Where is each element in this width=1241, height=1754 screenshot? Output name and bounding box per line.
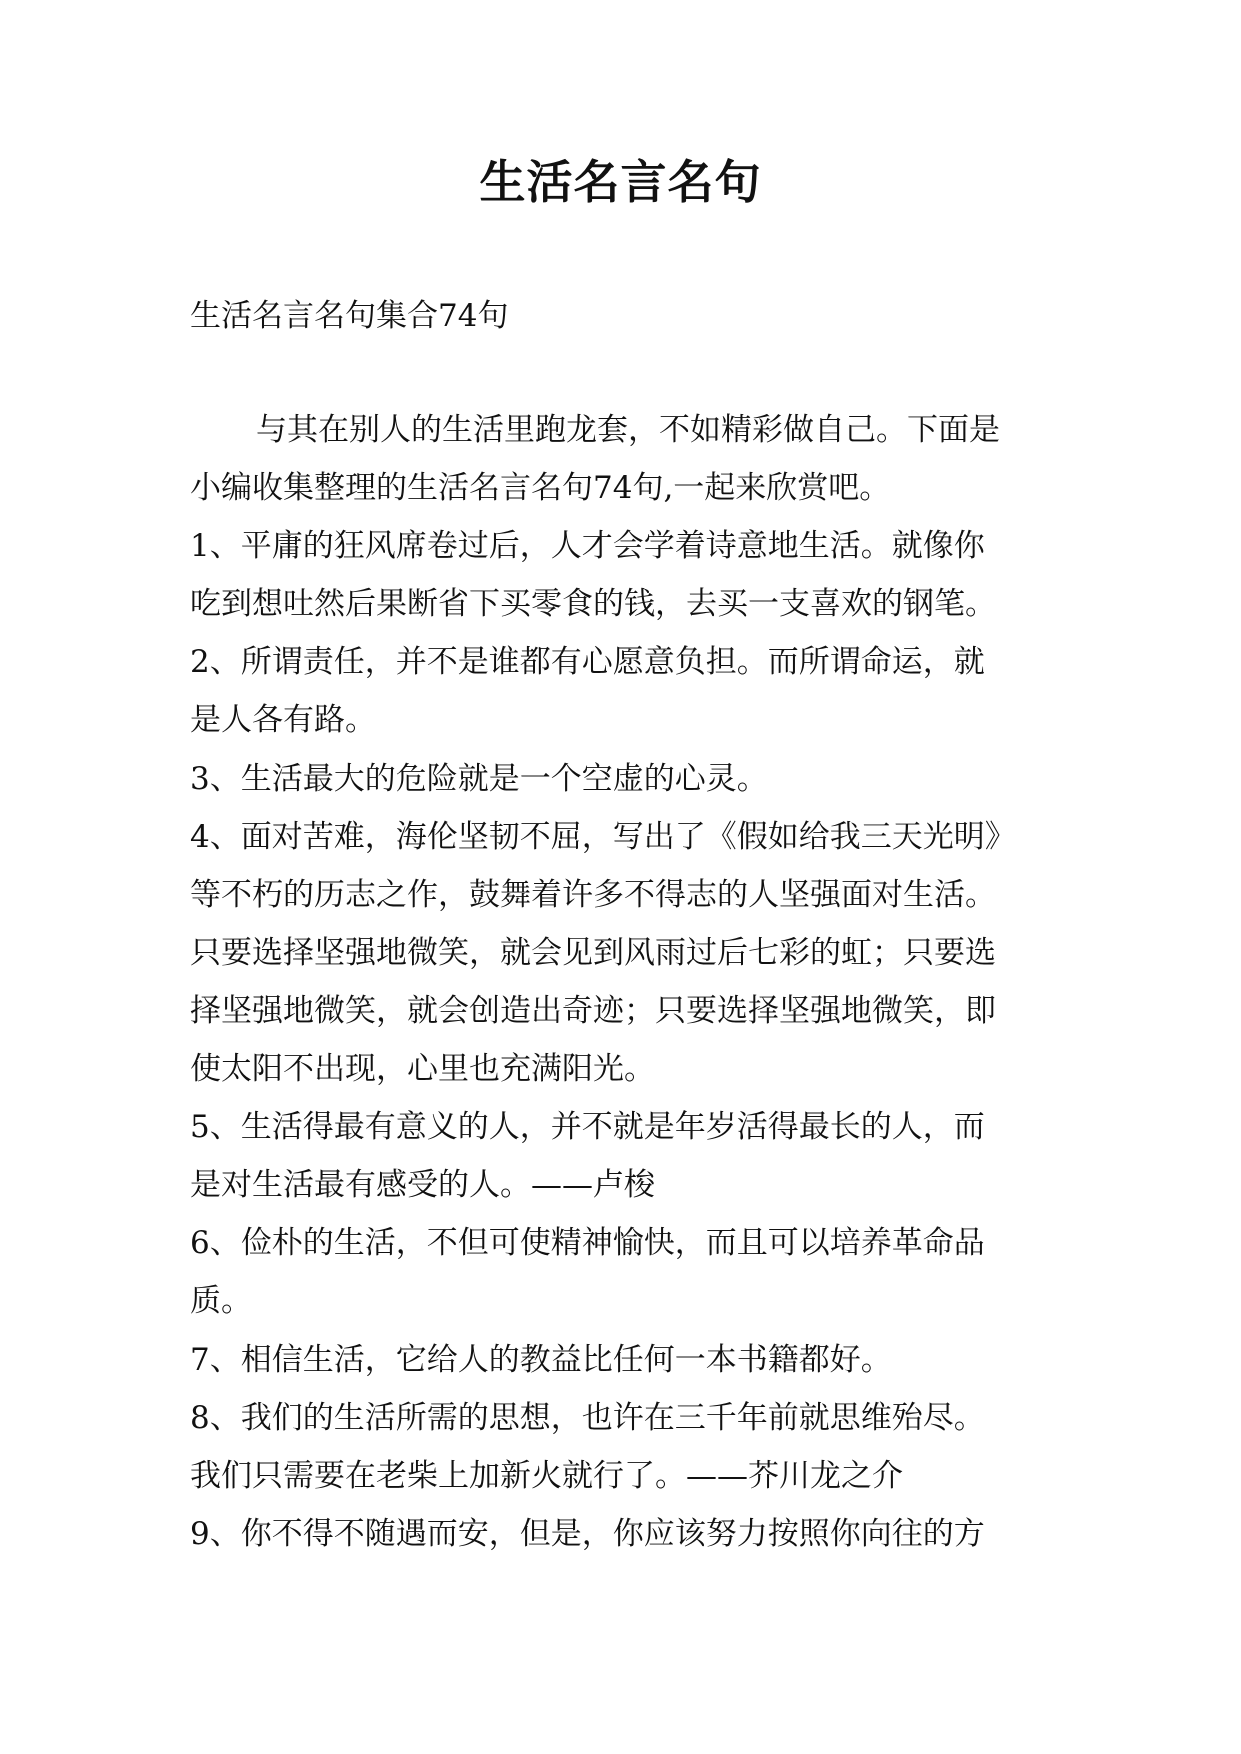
quote-4-line-1: 4、面对苦难，海伦坚韧不屈，写出了《假如给我三天光明》 (190, 818, 1016, 855)
quote-2-line-2: 是人各有路。 (190, 702, 376, 739)
quote-8-line-1: 8、我们的生活所需的思想，也许在三千年前就思维殆尽。 (190, 1399, 985, 1436)
quote-6-line-2: 质。 (190, 1283, 252, 1320)
quote-8-line-2: 我们只需要在老柴上加新火就行了。——芥川龙之介 (190, 1457, 903, 1494)
quote-7-line-1: 7、相信生活，它给人的教益比任何一本书籍都好。 (190, 1341, 892, 1378)
quote-4-line-5: 使太阳不出现，心里也充满阳光。 (190, 1051, 655, 1088)
quote-9-line-1: 9、你不得不随遇而安，但是，你应该努力按照你向往的方 (190, 1515, 985, 1552)
quote-3-line-1: 3、生活最大的危险就是一个空虚的心灵。 (190, 760, 768, 797)
quote-2-line-1: 2、所谓责任，并不是谁都有心愿意负担。而所谓命运，就 (190, 644, 985, 681)
intro-line-2: 小编收集整理的生活名言名句74句,一起来欣赏吧。 (190, 470, 891, 507)
quote-1-line-2: 吃到想吐然后果断省下买零食的钱，去买一支喜欢的钢笔。 (190, 586, 996, 623)
quote-4-line-3: 只要选择坚强地微笑，就会见到风雨过后七彩的虹；只要选 (190, 934, 996, 971)
document-subtitle: 生活名言名句集合74句 (190, 298, 509, 334)
quote-5-line-1: 5、生活得最有意义的人，并不就是年岁活得最长的人，而 (190, 1109, 985, 1146)
quote-5-line-2: 是对生活最有感受的人。——卢梭 (190, 1167, 655, 1204)
document-body (190, 410, 1090, 1572)
quote-6-line-1: 6、俭朴的生活，不但可使精神愉快，而且可以培养革命品 (190, 1225, 985, 1262)
document-title: 生活名言名句 (479, 155, 762, 209)
quote-4-line-2: 等不朽的历志之作，鼓舞着许多不得志的人坚强面对生活。 (190, 876, 996, 913)
quote-4-line-4: 择坚强地微笑，就会创造出奇迹；只要选择坚强地微笑，即 (190, 992, 996, 1029)
quote-1-line-1: 1、平庸的狂风席卷过后，人才会学着诗意地生活。就像你 (190, 528, 985, 565)
intro-line-1: 与其在别人的生活里跑龙套，不如精彩做自己。下面是 (256, 412, 1000, 448)
